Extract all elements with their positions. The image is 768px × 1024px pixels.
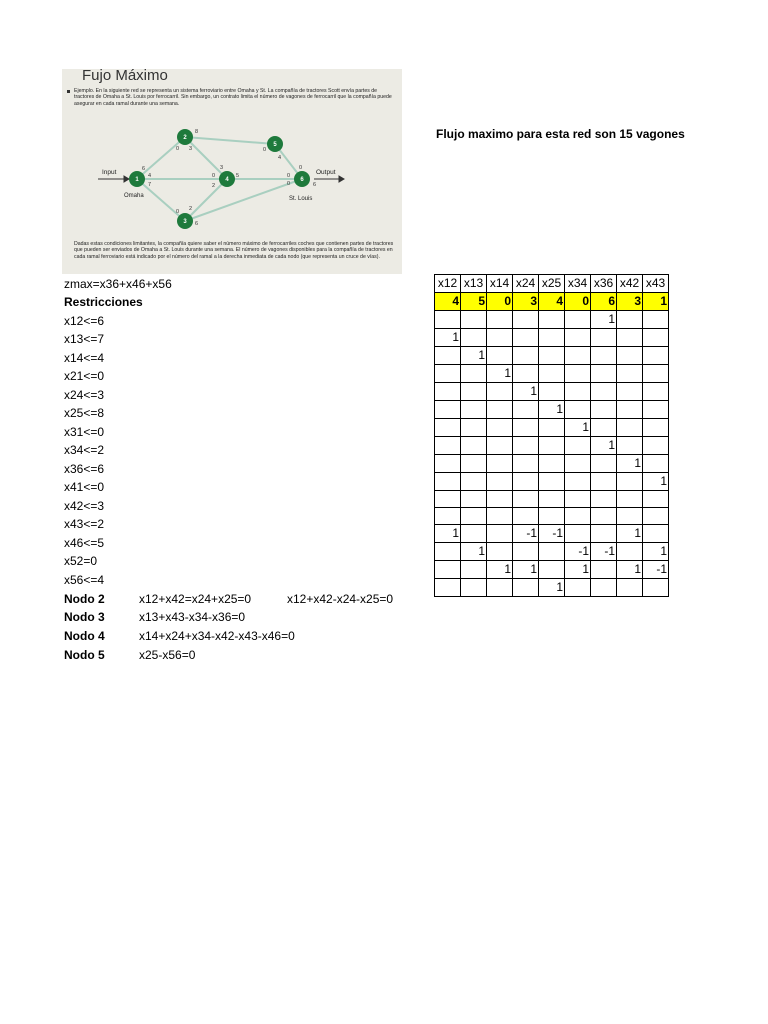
solution-cell: 4 <box>435 293 461 311</box>
table-cell <box>435 365 461 383</box>
table-row <box>435 329 669 347</box>
table-cell <box>617 365 643 383</box>
node-label: 4 <box>225 177 229 183</box>
table-cell <box>513 365 539 383</box>
table-cell <box>461 525 487 543</box>
cap-label: 2 <box>189 206 193 212</box>
table-row <box>435 365 669 383</box>
table-cell <box>565 437 591 455</box>
table-cell <box>435 347 461 365</box>
table-cell: 1 <box>461 347 487 365</box>
table-cell <box>461 311 487 329</box>
cap-label: 0 <box>287 181 291 187</box>
table-cell <box>643 383 669 401</box>
table-row <box>435 455 669 473</box>
table-cell <box>435 543 461 561</box>
constraint-line: x52=0 <box>64 554 98 568</box>
table-cell <box>487 473 513 491</box>
table-cell: 1 <box>487 561 513 579</box>
table-cell <box>565 525 591 543</box>
table-cell: -1 <box>513 525 539 543</box>
table-cell <box>487 347 513 365</box>
table-cell <box>565 365 591 383</box>
table-cell <box>617 473 643 491</box>
table-cell <box>565 383 591 401</box>
table-cell <box>487 508 513 525</box>
cap-label: 2 <box>212 183 216 189</box>
table-cell <box>617 383 643 401</box>
table-cell <box>435 383 461 401</box>
table-cell <box>643 491 669 508</box>
table-cell <box>591 347 617 365</box>
solution-cell: 0 <box>565 293 591 311</box>
table-cell <box>461 491 487 508</box>
table-cell <box>617 437 643 455</box>
constraint-line: x21<=0 <box>64 369 105 383</box>
table-cell <box>487 311 513 329</box>
table-cell: 1 <box>565 419 591 437</box>
table-cell <box>461 455 487 473</box>
table-cell <box>643 437 669 455</box>
table-cell <box>487 579 513 597</box>
column-header: x43 <box>643 275 669 293</box>
edge-3-4 <box>185 179 227 221</box>
table-cell <box>513 579 539 597</box>
figure-footer: Dadas estas condiciones limitantes, la compañía quiere saber el número máximo de ferrocarriles coches que contienen partes de tractores que pueden ser enviados de Omaha a St. Louis durante una semana. El número de vagones disponibles para la compañía de tractores en cada ramal ferroviario está indicado por el número del ramal a la derecha inmediata de cada nodo (que representa un cruce de vías). <box>74 241 394 260</box>
table-cell <box>643 311 669 329</box>
table-cell: 1 <box>461 543 487 561</box>
table-cell <box>461 383 487 401</box>
table-cell <box>591 401 617 419</box>
table-row <box>435 401 669 419</box>
constraint-line: x42<=3 <box>64 499 105 513</box>
table-cell <box>435 419 461 437</box>
node-balance-equation-alt: x12+x42-x24-x25=0 <box>287 592 394 606</box>
table-cell <box>643 365 669 383</box>
table-cell <box>435 579 461 597</box>
table-cell <box>565 508 591 525</box>
table-cell <box>617 419 643 437</box>
constraint-line: x56<=4 <box>64 573 105 587</box>
solution-cell: 0 <box>487 293 513 311</box>
table-row <box>435 579 669 597</box>
edge-1-2 <box>137 137 185 179</box>
table-cell: 1 <box>539 579 565 597</box>
column-header: x34 <box>565 275 591 293</box>
cap-label: 6 <box>195 221 199 227</box>
table-row <box>435 419 669 437</box>
table-cell <box>591 365 617 383</box>
table-row <box>435 437 669 455</box>
node-balance-label: Nodo 4 <box>64 629 105 643</box>
table-cell <box>565 347 591 365</box>
table-cell: 1 <box>513 383 539 401</box>
table-cell <box>539 561 565 579</box>
table-cell <box>513 455 539 473</box>
figure-title: Fujo Máximo <box>82 69 168 84</box>
table-cell <box>487 437 513 455</box>
table-cell <box>565 579 591 597</box>
table-cell <box>643 347 669 365</box>
cap-label: 5 <box>236 173 240 179</box>
table-cell <box>513 543 539 561</box>
table-cell <box>513 311 539 329</box>
table-cell <box>513 401 539 419</box>
solution-cell: 5 <box>461 293 487 311</box>
table-cell <box>513 347 539 365</box>
table-cell <box>617 311 643 329</box>
column-header: x36 <box>591 275 617 293</box>
table-cell: 1 <box>487 365 513 383</box>
table-cell <box>591 473 617 491</box>
table-cell <box>591 329 617 347</box>
node-balance-equation: x25-x56=0 <box>139 648 196 662</box>
table-cell <box>539 543 565 561</box>
input-arrowhead <box>124 176 129 182</box>
table-cell: 1 <box>513 561 539 579</box>
table-cell <box>513 419 539 437</box>
cap-label: 0 <box>212 173 216 179</box>
table-cell <box>487 383 513 401</box>
table-cell: -1 <box>565 543 591 561</box>
cap-label: 3 <box>220 165 224 171</box>
table-cell: 1 <box>617 525 643 543</box>
table-cell <box>617 543 643 561</box>
table-cell <box>539 383 565 401</box>
table-cell <box>487 329 513 347</box>
table-cell <box>435 311 461 329</box>
table-cell <box>539 347 565 365</box>
objective-function: zmax=x36+x46+x56 <box>64 277 172 291</box>
table-row <box>435 543 669 561</box>
table-cell <box>591 419 617 437</box>
table-cell <box>461 419 487 437</box>
table-row <box>435 311 669 329</box>
cap-label: 0 <box>287 173 291 179</box>
table-cell <box>617 579 643 597</box>
network-figure <box>62 69 402 274</box>
stlouis-label: St. Louis <box>289 196 313 202</box>
node-balance-equation: x14+x24+x34-x42-x43-x46=0 <box>139 629 295 643</box>
table-row <box>435 561 669 579</box>
table-cell <box>435 561 461 579</box>
table-cell <box>617 401 643 419</box>
table-cell: 1 <box>643 473 669 491</box>
solution-cell: 6 <box>591 293 617 311</box>
table-cell <box>513 473 539 491</box>
node-label: 3 <box>183 219 187 225</box>
table-cell <box>461 579 487 597</box>
output-arrowhead <box>339 176 344 182</box>
column-header: x25 <box>539 275 565 293</box>
edge-2-4 <box>185 137 227 179</box>
table-cell <box>513 508 539 525</box>
table-cell <box>435 473 461 491</box>
restrictions-heading: Restricciones <box>64 295 143 309</box>
table-row <box>435 508 669 525</box>
constraint-line: x36<=6 <box>64 462 105 476</box>
table-cell <box>591 508 617 525</box>
constraint-line: x25<=8 <box>64 406 105 420</box>
constraint-line: x31<=0 <box>64 425 105 439</box>
table-cell <box>617 508 643 525</box>
table-cell <box>461 401 487 419</box>
table-cell <box>539 508 565 525</box>
constraint-line: x14<=4 <box>64 351 105 365</box>
table-cell <box>539 491 565 508</box>
node-balance-equation: x13+x43-x34-x36=0 <box>139 610 246 624</box>
table-cell: 1 <box>565 561 591 579</box>
table-cell <box>617 347 643 365</box>
table-cell <box>617 491 643 508</box>
constraint-line: x46<=5 <box>64 536 105 550</box>
solution-cell: 3 <box>617 293 643 311</box>
edge-2-5 <box>185 137 275 144</box>
node-label: 5 <box>273 142 277 148</box>
node-balance-equation: x12+x42=x24+x25=0 <box>139 592 252 606</box>
node-balance-label: Nodo 2 <box>64 592 105 606</box>
table-cell <box>461 508 487 525</box>
table-cell: -1 <box>539 525 565 543</box>
node-label: 2 <box>183 135 187 141</box>
table-cell: 1 <box>591 437 617 455</box>
table-cell <box>565 329 591 347</box>
cap-label: 6 <box>142 166 146 172</box>
output-label: Output <box>316 169 336 176</box>
table-cell <box>565 455 591 473</box>
table-cell <box>565 401 591 419</box>
constraint-line: x41<=0 <box>64 480 105 494</box>
table-cell <box>435 437 461 455</box>
table-cell <box>591 383 617 401</box>
input-label: Input <box>102 169 117 176</box>
constraint-line: x34<=2 <box>64 443 105 457</box>
table-cell <box>487 401 513 419</box>
table-cell <box>591 525 617 543</box>
table-cell: 1 <box>617 561 643 579</box>
cap-label: 3 <box>189 146 193 152</box>
table-cell <box>643 508 669 525</box>
column-header: x42 <box>617 275 643 293</box>
table-cell <box>539 419 565 437</box>
cap-label: 4 <box>148 173 152 179</box>
column-header: x24 <box>513 275 539 293</box>
table-cell: 1 <box>591 311 617 329</box>
table-cell <box>539 365 565 383</box>
table-header-row <box>435 275 669 293</box>
table-cell <box>565 473 591 491</box>
table-cell <box>539 311 565 329</box>
solution-row <box>435 293 669 311</box>
table-cell <box>643 579 669 597</box>
table-cell <box>591 561 617 579</box>
table-cell <box>643 329 669 347</box>
table-cell <box>539 437 565 455</box>
table-cell <box>643 419 669 437</box>
table-cell <box>539 455 565 473</box>
table-cell <box>487 455 513 473</box>
table-cell <box>513 329 539 347</box>
max-flow-headline: Flujo maximo para esta red son 15 vagones <box>436 127 685 141</box>
table-cell <box>435 491 461 508</box>
table-cell <box>487 525 513 543</box>
table-cell <box>435 508 461 525</box>
table-cell <box>461 473 487 491</box>
node-balance-label: Nodo 5 <box>64 648 105 662</box>
table-cell: 1 <box>435 329 461 347</box>
table-cell <box>435 455 461 473</box>
solution-cell: 4 <box>539 293 565 311</box>
column-header: x13 <box>461 275 487 293</box>
node-label: 1 <box>135 177 139 183</box>
table-cell <box>591 491 617 508</box>
cap-label: 0 <box>263 147 267 153</box>
table-cell <box>513 437 539 455</box>
cap-label: 8 <box>195 129 199 135</box>
table-cell <box>565 491 591 508</box>
table-cell <box>565 311 591 329</box>
table-cell <box>513 491 539 508</box>
table-cell <box>539 329 565 347</box>
node-label: 6 <box>300 177 304 183</box>
column-header: x12 <box>435 275 461 293</box>
cap-label: 0 <box>176 209 180 215</box>
table-cell: -1 <box>643 561 669 579</box>
table-cell: 1 <box>539 401 565 419</box>
constraint-line: x43<=2 <box>64 517 105 531</box>
table-row <box>435 525 669 543</box>
table-cell <box>591 579 617 597</box>
constraint-line: x12<=6 <box>64 314 105 328</box>
edge-3-6 <box>185 179 302 221</box>
table-cell <box>461 561 487 579</box>
cap-label: 4 <box>278 155 282 161</box>
table-cell <box>487 419 513 437</box>
table-cell <box>461 365 487 383</box>
coefficient-table <box>434 274 669 597</box>
table-cell <box>487 543 513 561</box>
table-row <box>435 491 669 508</box>
cap-label: 0 <box>299 165 303 171</box>
solution-cell: 1 <box>643 293 669 311</box>
table-cell <box>461 329 487 347</box>
figure-intro: Ejemplo. En la siguiente red se representa un sistema ferroviario entre Omaha y St. La compañía de tractores Scott envía partes de tractores de Omaha a St. Louis por ferrocarril. Sin embargo, un contrato limita el número de vagones de ferrocarril que la compañía puede asegurar en cada ramal durante una semana. <box>74 88 392 107</box>
solution-cell: 3 <box>513 293 539 311</box>
cap-label: 7 <box>148 182 152 188</box>
table-cell <box>461 437 487 455</box>
table-cell: -1 <box>591 543 617 561</box>
cap-label: 0 <box>176 146 180 152</box>
table-cell <box>643 525 669 543</box>
constraint-line: x13<=7 <box>64 332 105 346</box>
table-cell <box>643 401 669 419</box>
table-row <box>435 473 669 491</box>
node-balance-label: Nodo 3 <box>64 610 105 624</box>
constraint-line: x24<=3 <box>64 388 105 402</box>
table-cell <box>591 455 617 473</box>
table-cell <box>487 491 513 508</box>
table-cell <box>539 473 565 491</box>
table-cell <box>435 401 461 419</box>
table-row <box>435 383 669 401</box>
column-header: x14 <box>487 275 513 293</box>
table-row <box>435 347 669 365</box>
omaha-label: Omaha <box>124 193 144 199</box>
table-cell <box>617 329 643 347</box>
table-cell: 1 <box>643 543 669 561</box>
cap-label: 6 <box>313 182 317 188</box>
table-cell: 1 <box>617 455 643 473</box>
table-cell: 1 <box>435 525 461 543</box>
table-cell <box>643 455 669 473</box>
